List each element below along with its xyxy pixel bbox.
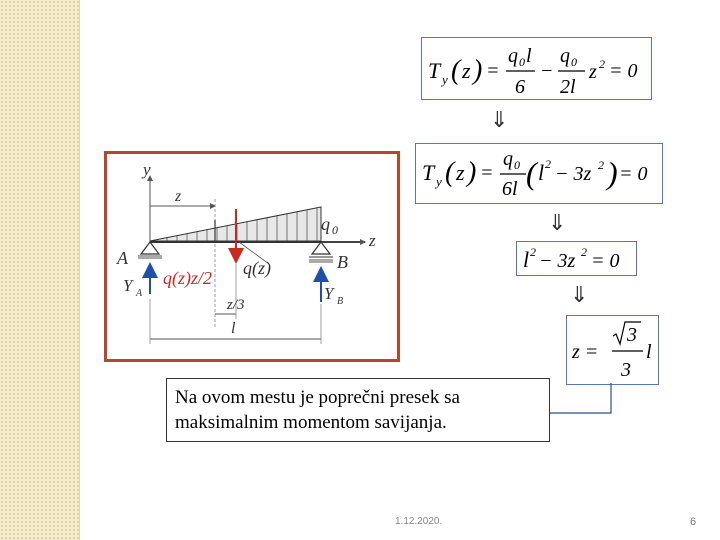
support-a-pin [141, 242, 159, 254]
qz-label: q(z) [243, 258, 271, 278]
z3-label: z/3 [227, 297, 245, 313]
support-b-label: B [337, 252, 348, 272]
eq1-frac1-num-sub: 0 [519, 55, 525, 69]
eq1-frac1-num: q [508, 45, 518, 67]
eq1-open-paren: ( [451, 55, 461, 86]
eq1-frac2-num: q [560, 45, 570, 67]
beam-diagram [104, 151, 400, 362]
support-b-roller [312, 242, 330, 254]
eq1-tail-exp: 2 [599, 57, 605, 71]
eq2-close-paren: ) [467, 157, 477, 188]
beam-diagram-svg [107, 154, 397, 359]
eq1-minus: − [540, 60, 554, 82]
eq2-frac-den: 6l [502, 178, 518, 200]
eq3-a-exp: 2 [530, 245, 536, 259]
arrow-down-3: ⇓ [570, 283, 589, 308]
resultant-label: q(z)z/2 [163, 268, 212, 288]
arrow-down-2: ⇓ [548, 211, 567, 236]
eq2-big-close-paren: ) [607, 155, 618, 191]
eq4-num: 3 [627, 324, 637, 346]
eq1-frac2-num-sub: 0 [571, 55, 577, 69]
arrow-down-1: ⇓ [490, 108, 509, 133]
eq2-paren-b: − 3z [555, 163, 592, 185]
reaction-a-sub: A [136, 288, 143, 299]
eq1-frac1-den: 6 [515, 76, 525, 98]
support-a-ground [138, 255, 162, 259]
eq4-den: 3 [621, 359, 631, 381]
eq1-rhs: = 0 [609, 60, 638, 82]
z-dimension-label: z [175, 188, 182, 205]
eq1-tail: z [589, 61, 597, 83]
eq2-frac-num-sub: 0 [514, 158, 520, 172]
eq3-b: − 3z [539, 250, 576, 272]
eq2-T-sub: y [436, 174, 442, 189]
eq2-frac-num: q [503, 148, 513, 170]
eq1-arg: z [462, 58, 471, 83]
eq2-paren-a: l [538, 160, 545, 185]
q0-sub: 0 [332, 223, 338, 237]
footer-date: 1.12.2020. [395, 516, 443, 527]
eq1-equals: = [486, 60, 500, 82]
note-textbox: Na ovom mestu je poprečni presek sa maksimalnim momentom savijanja. [166, 378, 550, 442]
eq2-rhs: = 0 [619, 163, 648, 185]
eq3-b-exp: 2 [581, 245, 587, 259]
eq3-rhs: = 0 [591, 250, 620, 272]
eq1-T-sub: y [442, 72, 448, 87]
eq2-open-paren: ( [445, 157, 455, 188]
z-axis-label: z [369, 231, 376, 250]
eq4-tail: l [646, 341, 652, 363]
eq2-arg: z [456, 160, 465, 185]
eq1-close-paren: ) [473, 55, 483, 86]
y-axis-label: y [143, 160, 151, 179]
eq2-paren-b-exp: 2 [598, 158, 604, 172]
q0-label: q [321, 214, 330, 234]
reaction-b-label: Y [324, 284, 334, 303]
support-a-label: A [117, 248, 128, 268]
eq2-paren-a-exp: 2 [545, 157, 551, 171]
eq4-lhs: z = [572, 341, 599, 363]
reaction-a-label: Y [123, 276, 133, 295]
l-label: l [231, 320, 236, 337]
note-connector [550, 383, 611, 413]
support-b-ground [309, 259, 333, 263]
eq1-T: T [428, 58, 441, 83]
reaction-b-sub: B [337, 296, 344, 307]
eq1-frac1-num-tail: l [526, 45, 532, 67]
eq2-equals: = [480, 162, 494, 184]
eq1-frac2-den: 2l [560, 76, 576, 98]
page-number: 6 [690, 516, 697, 528]
eq2-big-open-paren: ( [526, 155, 537, 191]
eq2-T: T [422, 160, 435, 185]
eq3-a: l [523, 247, 530, 272]
